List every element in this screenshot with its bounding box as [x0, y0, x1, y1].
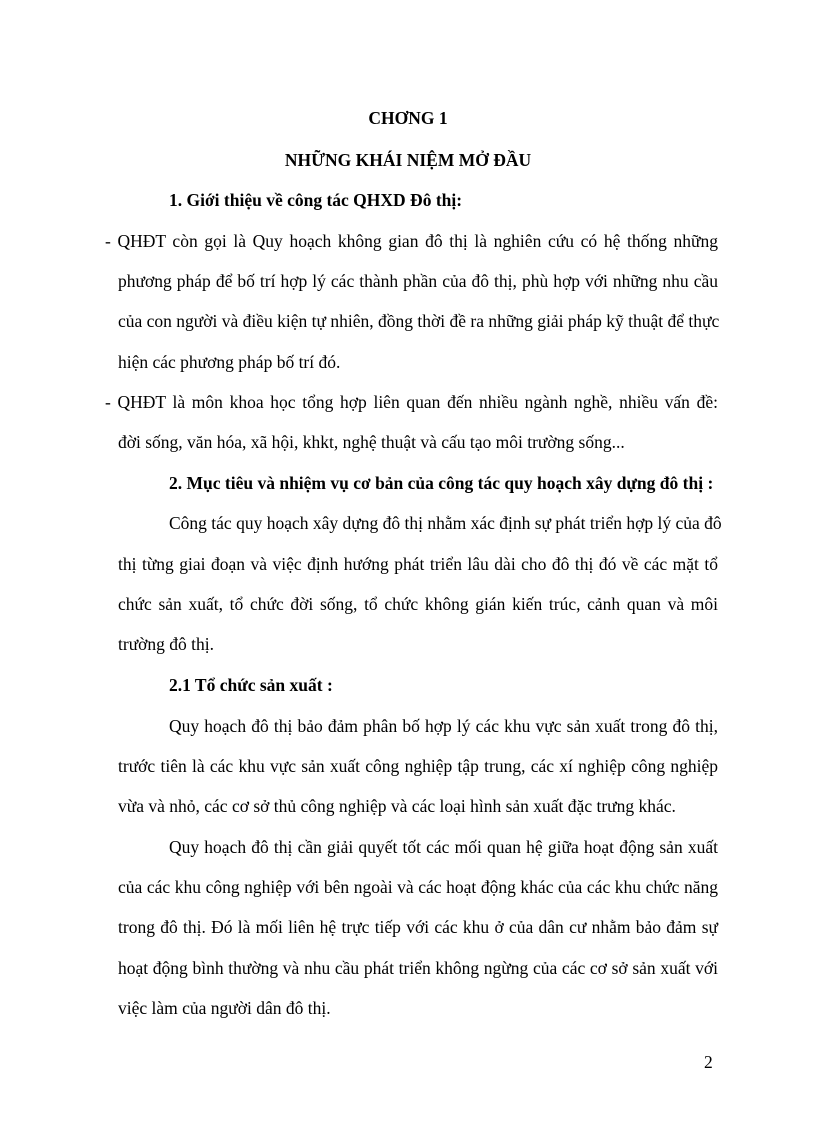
section21-p1-line2: trước tiên là các khu vực sản xuất công nghiệp tập trung, các xí nghiệp công nghiệp [118, 756, 718, 776]
section1-heading: 1. Giới thiệu về công tác QHXD Đô thị: [169, 190, 463, 210]
section1-p1-line2: phương pháp để bố trí hợp lý các thành phần của đô thị, phù hợp với những nhu cầu [118, 271, 718, 291]
section2-p1-line2: thị từng giai đoạn và việc định hướng phát triển lâu dài cho đô thị đó về các mặt tổ [118, 554, 718, 574]
section1-p2-line1: - QHĐT là môn khoa học tổng hợp liên quan đến nhiều ngành nghề, nhiều vấn đề: [105, 392, 718, 412]
section21-p1-line1: Quy hoạch đô thị bảo đảm phân bố hợp lý các khu vực sản xuất trong đô thị, [169, 716, 718, 736]
section21-p2-line3: trong đô thị. Đó là mối liên hệ trực tiếp với các khu ở của dân cư nhằm bảo đảm sự [118, 917, 718, 937]
section21-p2-line4: hoạt động bình thường và nhu cầu phát triển không ngừng của các cơ sở sản xuất với [118, 958, 718, 978]
section21-heading: 2.1 Tổ chức sản xuất : [169, 675, 333, 695]
section2-p1-line3: chức sản xuất, tổ chức đời sống, tổ chức không gián kiến trúc, cảnh quan và môi [118, 594, 718, 614]
section1-p2-line2: đời sống, văn hóa, xã hội, khkt, nghệ thuật và cấu tạo môi trường sống... [118, 432, 625, 452]
section2-heading: 2. Mục tiêu và nhiệm vụ cơ bản của công tác quy hoạch xây dựng đô thị : [169, 473, 714, 493]
section2-p1-line1: Công tác quy hoạch xây dựng đô thị nhằm xác định sự phát triển hợp lý của đô [169, 513, 722, 533]
section1-p1-line4: hiện các phương pháp bố trí đó. [118, 352, 341, 372]
page-number: 2 [704, 1052, 713, 1072]
chapter-title: NHỮNG KHÁI NIỆM MỞ ĐẦU [284, 150, 532, 170]
section2-p1-line4: trường đô thị. [118, 634, 215, 654]
section1-p1-line3: của con người và điều kiện tự nhiên, đồng thời đề ra những giải pháp kỹ thuật để thực [118, 311, 720, 331]
section21-p2-line1: Quy hoạch đô thị cần giải quyết tốt các mối quan hệ giữa hoạt động sản xuất [169, 837, 718, 857]
chapter-number: CHƠNG 1 [368, 108, 448, 128]
section21-p2-line2: của các khu công nghiệp với bên ngoài và các hoạt động khác của các khu chức năng [118, 877, 718, 897]
section21-p1-line3: vừa và nhỏ, các cơ sở thủ công nghiệp và các loại hình sản xuất đặc trưng khác. [118, 796, 676, 816]
section1-p1-line1: - QHĐT còn gọi là Quy hoạch không gian đô thị là nghiên cứu có hệ thống những [105, 231, 718, 251]
section21-p2-line5: việc làm của người dân đô thị. [118, 998, 331, 1018]
